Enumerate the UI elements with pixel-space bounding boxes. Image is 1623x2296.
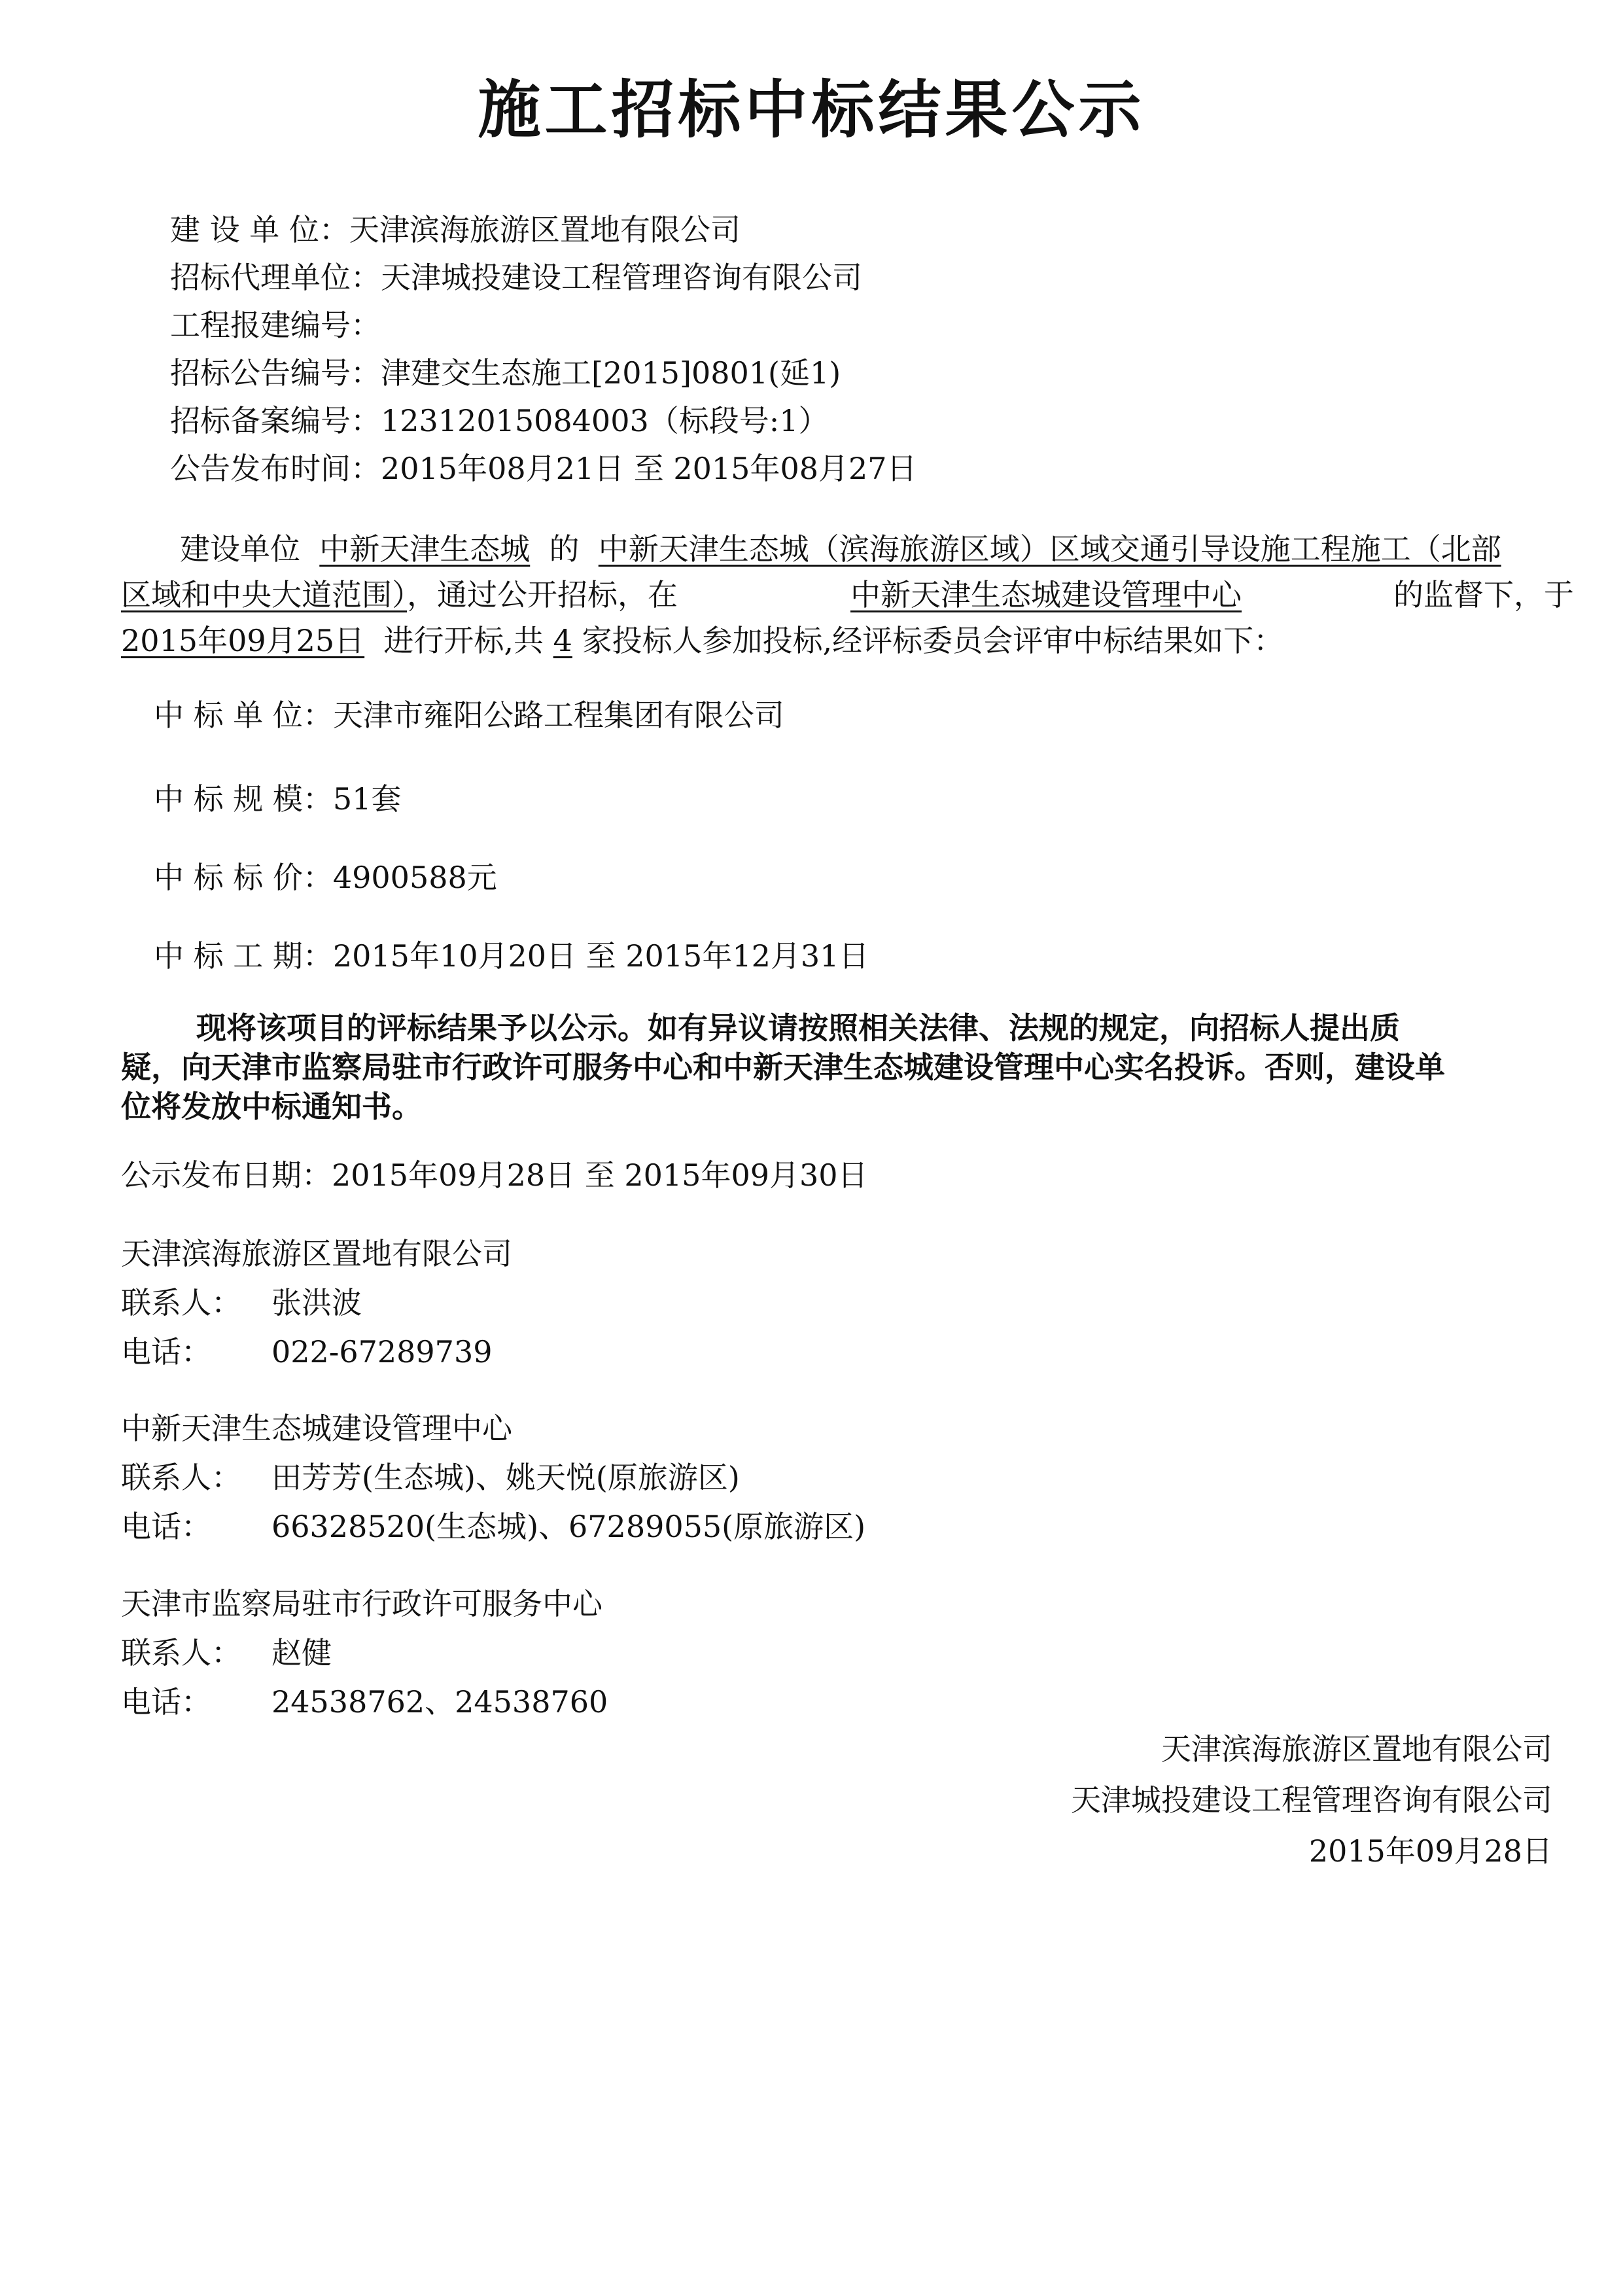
intro-text: 建设单位 bbox=[180, 531, 300, 567]
field-value: 天津市雍阳公路工程集团有限公司 bbox=[332, 698, 784, 733]
field-label: 中 标 工 期： bbox=[154, 938, 333, 974]
contact-org: 中新天津生态城建设管理中心 bbox=[121, 1411, 512, 1446]
field-label: 工程报建编号： bbox=[170, 308, 381, 343]
intro-text: 进行开标,共 bbox=[383, 623, 544, 658]
intro-line-2 bbox=[121, 574, 678, 615]
field-label: 中 标 规 模： bbox=[154, 781, 333, 817]
field-record-number bbox=[170, 400, 829, 441]
contact-org: 天津滨海旅游区置地有限公司 bbox=[121, 1236, 512, 1271]
result-scale bbox=[154, 779, 401, 819]
notice-line-2: 疑，向天津市监察局驻市行政许可服务中心和中新天津生态城建设管理中心实名投诉。否则，建设单 bbox=[121, 1050, 1445, 1085]
contact-phone-label: 电话： bbox=[121, 1334, 211, 1369]
contact-phone: 24538762、24538760 bbox=[271, 1684, 608, 1720]
field-value: 12312015084003（标段号:1） bbox=[381, 403, 829, 438]
field-label: 公告发布时间： bbox=[170, 451, 381, 486]
contact-person: 田芳芳(生态城)、姚天悦(原旅游区) bbox=[271, 1460, 740, 1495]
contact-person: 赵健 bbox=[271, 1635, 332, 1670]
field-label: 中 标 单 位： bbox=[154, 698, 333, 733]
bidder-count: 4 bbox=[553, 623, 572, 658]
intro-text: 的监督下，于 bbox=[1393, 577, 1574, 612]
result-winner bbox=[154, 695, 784, 735]
contact-person-label: 联系人： bbox=[121, 1460, 241, 1495]
notice-line-3: 位将发放中标通知书。 bbox=[121, 1089, 422, 1124]
project-name-line-2: 区域和中央大道范围） bbox=[121, 577, 407, 612]
result-period bbox=[154, 936, 869, 976]
contact-org: 天津市监察局驻市行政许可服务中心 bbox=[121, 1586, 602, 1621]
contact-person-label: 联系人： bbox=[121, 1285, 241, 1320]
owner-name: 中新天津生态城 bbox=[319, 531, 531, 567]
contact-phone-label: 电话： bbox=[121, 1509, 211, 1544]
intro-text: 的 bbox=[549, 531, 580, 567]
field-project-number bbox=[170, 305, 381, 345]
field-label: 招标备案编号： bbox=[170, 403, 381, 438]
intro-line-3 bbox=[121, 620, 1283, 661]
field-label: 中 标 标 价： bbox=[154, 860, 333, 895]
field-label: 招标代理单位： bbox=[170, 260, 381, 295]
field-notice-number bbox=[170, 353, 841, 393]
field-value: 4900588元 bbox=[332, 860, 497, 895]
field-construction-unit bbox=[170, 209, 741, 250]
field-label: 建 设 单 位： bbox=[170, 212, 349, 247]
contact-phone: 66328520(生态城)、67289055(原旅游区) bbox=[271, 1509, 866, 1544]
field-value: 2015年10月20日 至 2015年12月31日 bbox=[332, 938, 869, 974]
contact-phone-label: 电话： bbox=[121, 1684, 211, 1720]
publish-period: 公示发布日期：2015年09月28日 至 2015年09月30日 bbox=[121, 1157, 868, 1193]
field-notice-period bbox=[170, 448, 917, 489]
signature-org-1: 天津滨海旅游区置地有限公司 bbox=[1161, 1731, 1552, 1767]
signature-date: 2015年09月28日 bbox=[1308, 1833, 1552, 1869]
supervisor-name: 中新天津生态城建设管理中心 bbox=[850, 577, 1242, 612]
field-value: 天津城投建设工程管理咨询有限公司 bbox=[381, 260, 862, 295]
contact-person-label: 联系人： bbox=[121, 1635, 241, 1670]
contact-person: 张洪波 bbox=[271, 1285, 362, 1320]
open-date: 2015年09月25日 bbox=[121, 623, 365, 658]
project-name-line-1: 中新天津生态城（滨海旅游区域）区域交通引导设施工程施工（北部 bbox=[598, 531, 1501, 567]
field-value: 51套 bbox=[332, 781, 402, 817]
field-label: 招标公告编号： bbox=[170, 355, 381, 391]
intro-text: 家投标人参加投标,经评标委员会评审中标结果如下： bbox=[582, 623, 1284, 658]
field-value: 天津滨海旅游区置地有限公司 bbox=[349, 212, 741, 247]
field-value: 2015年08月21日 至 2015年08月27日 bbox=[381, 451, 917, 486]
contact-phone: 022-67289739 bbox=[271, 1334, 493, 1369]
intro-text: ，通过公开招标，在 bbox=[407, 577, 678, 612]
notice-line-1: 现将该项目的评标结果予以公示。如有异议请按照相关法律、法规的规定，向招标人提出质 bbox=[196, 1010, 1400, 1046]
intro-line-1 bbox=[180, 529, 1501, 569]
result-price bbox=[154, 857, 497, 898]
signature-org-2: 天津城投建设工程管理咨询有限公司 bbox=[1071, 1782, 1552, 1818]
field-value: 津建交生态施工[2015]0801(延1) bbox=[381, 355, 841, 391]
field-agency bbox=[170, 257, 862, 298]
page-title: 施工招标中标结果公示 bbox=[478, 73, 1145, 147]
